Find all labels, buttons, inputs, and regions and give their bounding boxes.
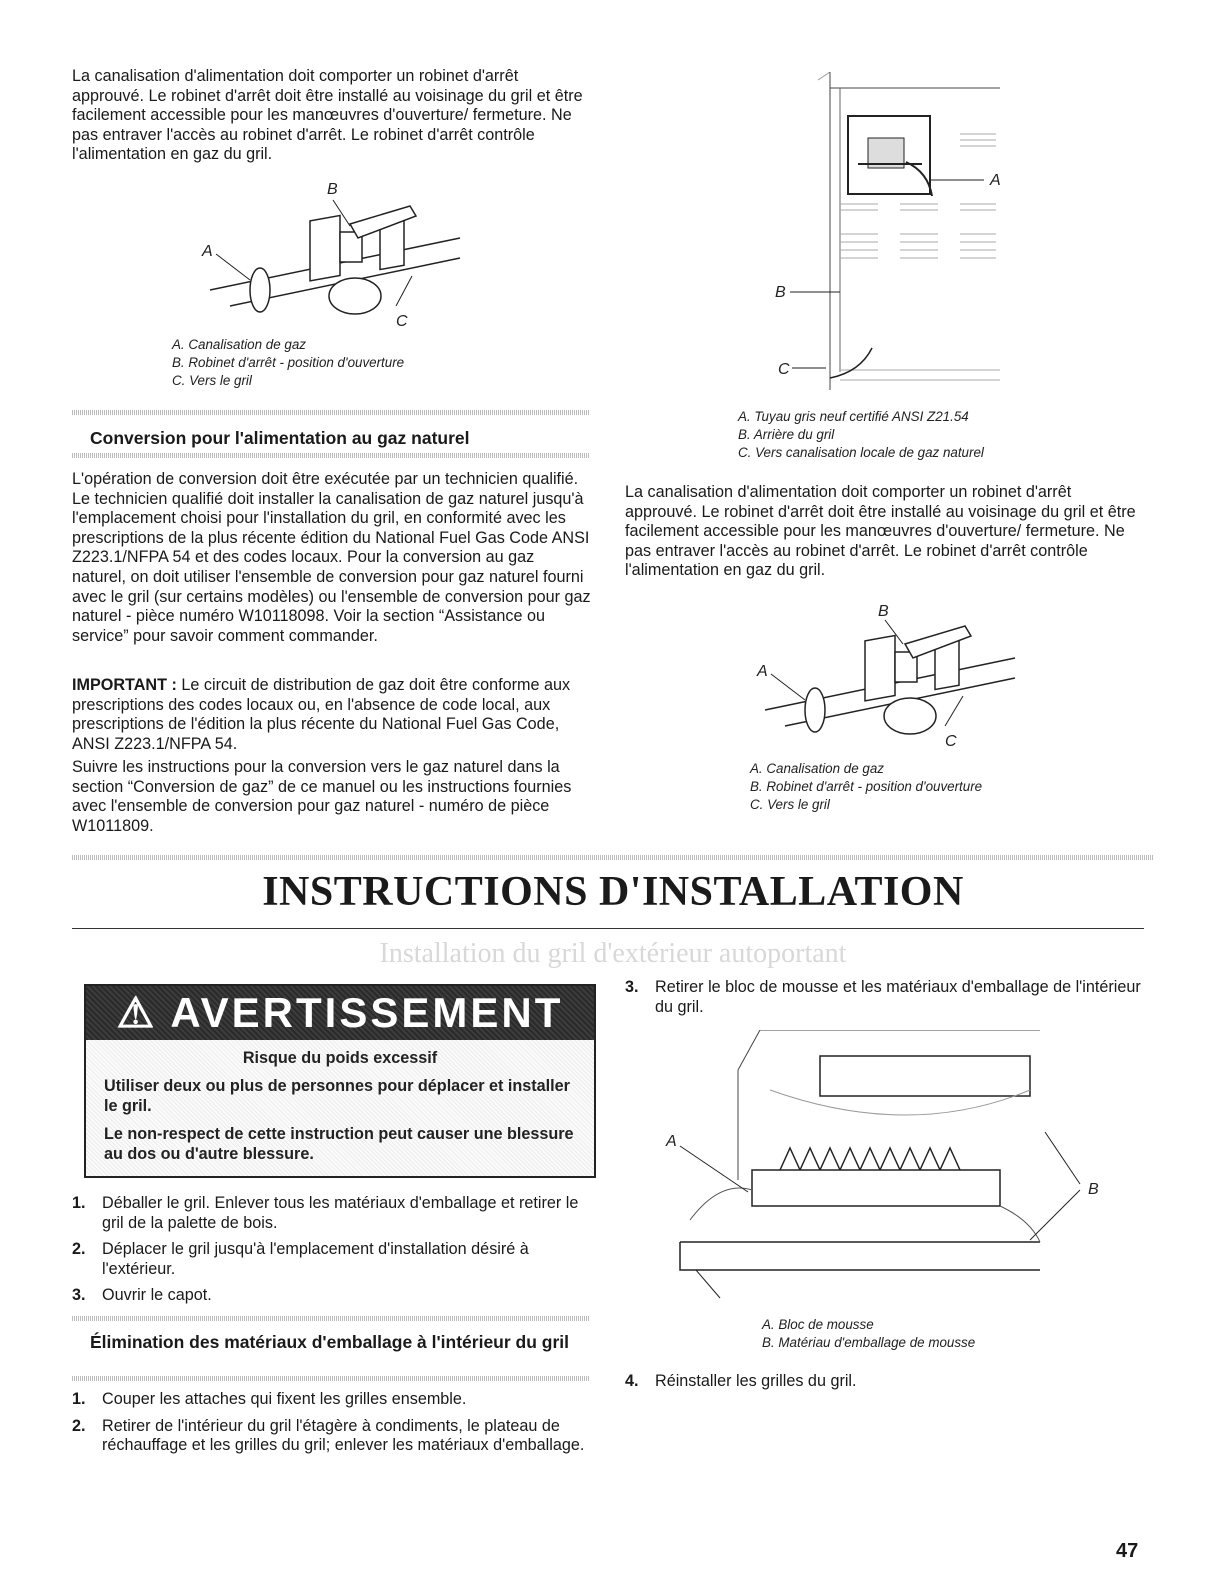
label-c: C <box>396 313 408 330</box>
list-item: 1. Couper les attaches qui fixent les grilles ensemble. <box>72 1390 467 1408</box>
warning-box <box>84 984 596 1178</box>
page-subtitle: Installation du gril d'extérieur autoportant <box>379 938 847 969</box>
caption-c: C. Vers le gril <box>750 797 830 812</box>
label-b: B <box>878 603 889 620</box>
label-b: B <box>327 181 338 198</box>
important-label: IMPORTANT : <box>72 676 177 694</box>
rear-label-b: B <box>775 284 786 301</box>
foam-step-3 <box>625 978 1145 1024</box>
rear-caption-a: A. Tuyau gris neuf certifié ANSI Z21.54 <box>738 409 969 424</box>
warning-triangle-icon: ⚠ <box>116 989 158 1036</box>
caption-a: A. Canalisation de gaz <box>750 761 884 776</box>
page-title: INSTRUCTIONS D'INSTALLATION <box>262 869 964 915</box>
section-divider <box>72 453 590 458</box>
conversion-paragraph: L'opération de conversion doit être exécutée par un technicien qualifié. Le technicien qualifié doit installer la canalisation de gaz naturel jusqu'à l'emplacement choisi pour l'installation du gril, en conformité avec les prescriptions de la plus récente édition du National Fuel Gas Code ANSI Z223.1/NFPA 54 et des codes locaux. Pour la conversion au gaz naturel, on doit utiliser l'ensemble de conversion pour gaz naturel fourni avec le gril (sur certains modèles) ou l'ensemble de conversion pour gaz naturel - pièce numéro W10118098. Voir la section “Assistance ou service” pour savoir comment commander. <box>72 470 591 645</box>
conversion-instructions-paragraph: Suivre les instructions pour la conversion vers le gaz naturel dans la section “Conversion de gaz” de ce manuel ou les instructions fournies avec l'ensemble de conversion pour gaz naturel - numéro de pièce W1011809. <box>72 758 572 835</box>
rear-label-c: C <box>778 361 790 378</box>
foam-label-a: A <box>666 1133 677 1150</box>
section-divider <box>72 1376 590 1381</box>
packaging-steps <box>72 1390 592 1463</box>
valve-diagram-right <box>745 592 1035 752</box>
list-item: 3. Retirer le bloc de mousse et les matériaux d'emballage de l'intérieur du gril. <box>625 978 1141 1016</box>
valve-diagram <box>190 178 480 338</box>
foam-caption-a: A. Bloc de mousse <box>762 1317 874 1332</box>
caption-b: B. Robinet d'arrêt - position d'ouverture <box>750 779 983 794</box>
caption-a: A. Canalisation de gaz <box>172 337 306 352</box>
list-item: 3. Ouvrir le capot. <box>72 1286 212 1305</box>
warning-content <box>86 1040 594 1176</box>
title-divider <box>72 855 1154 860</box>
label-a: A <box>202 243 213 260</box>
section-divider <box>72 1316 590 1321</box>
rear-caption-c: C. Vers canalisation locale de gaz naturel <box>738 445 984 460</box>
conversion-heading: Conversion pour l'alimentation au gaz naturel <box>90 428 470 448</box>
warning-banner <box>86 986 594 1040</box>
label-a: A <box>757 663 768 680</box>
warning-line-1: Utiliser deux ou plus de personnes pour déplacer et installer le gril. <box>104 1077 570 1115</box>
rear-caption-list <box>738 408 984 462</box>
list-item: 4. Réinstaller les grilles du gril. <box>625 1372 857 1390</box>
label-c: C <box>945 733 957 750</box>
reinstall-step-4 <box>625 1372 1145 1399</box>
rear-label-a: A <box>990 172 1001 189</box>
packaging-heading: Élimination des matériaux d'emballage à l'intérieur du gril <box>90 1332 570 1352</box>
intro-paragraph: La canalisation d'alimentation doit comporter un robinet d'arrêt approuvé. Le robinet d'arrêt doit être installé au voisinage du gril et être facilement accessible pour les manœuvres d'ouverture/ fermeture. Ne pas entraver l'accès au robinet d'arrêt. Le robinet d'arrêt contrôle l'alimentation en gaz du gril. <box>72 67 583 164</box>
foam-caption-b: B. Matériau d'emballage de mousse <box>762 1335 976 1350</box>
right-intro-paragraph: La canalisation d'alimentation doit comporter un robinet d'arrêt approuvé. Le robinet d'arrêt doit être installé au voisinage du gril et être facilement accessible pour les manœuvres d'ouverture/ fermeture. Ne pas entraver l'accès au robinet d'arrêt. Le robinet d'arrêt contrôle l'alimentation en gaz du gril. <box>625 483 1136 580</box>
title-rule <box>72 928 1144 929</box>
foam-diagram <box>660 1030 1110 1300</box>
list-item: 2. Déplacer le gril jusqu'à l'emplacement d'installation désiré à l'extérieur. <box>72 1240 529 1278</box>
caption-c: C. Vers le gril <box>172 373 252 388</box>
caption-b: B. Robinet d'arrêt - position d'ouverture <box>172 355 405 370</box>
warning-heading: Risque du poids excessif <box>242 1049 438 1067</box>
important-text: Le circuit de distribution de gaz doit être conforme aux prescriptions des codes locaux ou, en l'absence de code local, aux prescriptions de l'édition la plus récente du National Fuel Gas Code, ANSI Z223.1/NFPA 54. <box>72 676 571 753</box>
valve-caption-list-right <box>750 760 982 814</box>
unpack-steps <box>72 1194 592 1313</box>
foam-caption-list <box>762 1316 975 1352</box>
rear-caption-b: B. Arrière du gril <box>738 427 835 442</box>
list-item: 1. Déballer le gril. Enlever tous les matériaux d'emballage et retirer le gril de la palette de bois. <box>72 1194 579 1232</box>
warning-banner-text: AVERTISSEMENT <box>170 989 564 1036</box>
valve-caption-list <box>172 336 404 390</box>
list-item: 2. Retirer de l'intérieur du gril l'étagère à condiments, le plateau de réchauffage et les grilles du gril; enlever les matériaux d'emballage. <box>72 1416 585 1455</box>
section-divider <box>72 410 590 415</box>
grill-rear-diagram <box>760 72 1020 402</box>
important-paragraph <box>72 676 592 754</box>
page-number: 47 <box>1116 1540 1139 1562</box>
foam-label-b: B <box>1088 1181 1099 1198</box>
warning-line-2: Le non-respect de cette instruction peut causer une blessure au dos ou d'autre blessure. <box>104 1125 574 1163</box>
